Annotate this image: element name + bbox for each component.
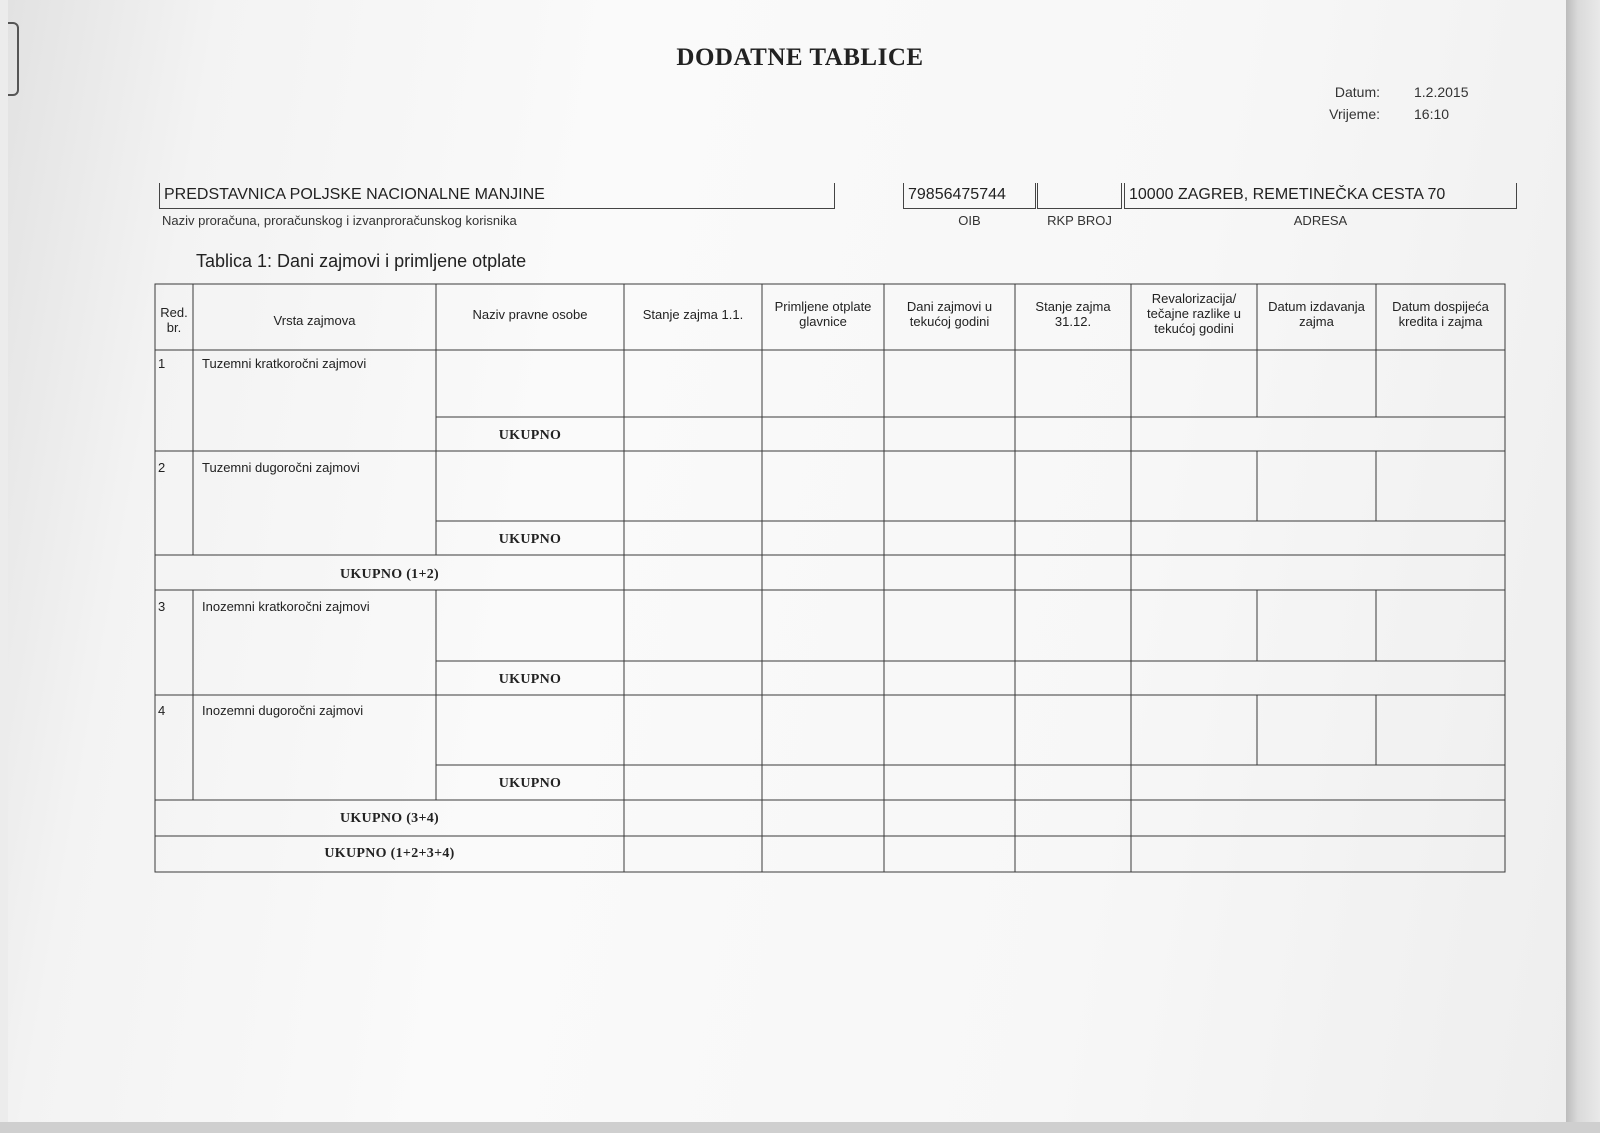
header-datum-dospijeca <box>1376 294 1505 334</box>
header-primljene-otplate <box>762 294 884 334</box>
total-1-2: UKUPNO (1+2) <box>339 567 440 582</box>
entity-name-field: PREDSTAVNICA POLJSKE NACIONALNE MANJINE <box>159 183 835 209</box>
rkp-label: RKP BROJ <box>1047 213 1112 228</box>
header-stanje-11: Stanje zajma 1.1. <box>642 306 744 322</box>
header-reval-line1: Revalorizacija/ <box>1151 290 1237 306</box>
address-label: ADRESA <box>1293 213 1348 228</box>
header-dani-line2: tekućoj godini <box>909 314 990 329</box>
header-stanje-3112 <box>1015 294 1131 334</box>
header-dospijece-line1: Datum dospijeća <box>1392 299 1489 314</box>
row-2-subtotal: UKUPNO <box>498 532 562 547</box>
row-4-label: Inozemni dugoročni zajmovi <box>202 703 364 718</box>
header-dani-line1: Dani zajmovi u <box>906 299 993 314</box>
address-field: 10000 ZAGREB, REMETINEČKA CESTA 70 <box>1124 183 1517 209</box>
header-izdavanje-line1: Datum izdavanja <box>1268 299 1365 314</box>
oib-label: OIB <box>958 213 981 228</box>
header-vrsta-zajmova: Vrsta zajmova <box>273 312 356 328</box>
document-title: DODATNE TABLICE <box>676 44 924 71</box>
vrijeme-value: 16:10 <box>1414 106 1450 122</box>
header-otplate-line2: glavnice <box>799 314 847 329</box>
total-grand: UKUPNO (1+2+3+4) <box>324 846 455 861</box>
row-1-number: 1 <box>158 356 166 371</box>
header-otplate-line1: Primljene otplate <box>774 299 872 314</box>
header-red-br-line2: br. <box>166 320 182 335</box>
entity-name-label: Naziv proračuna, proračunskog i izvanproračunskog korisnika <box>162 213 517 228</box>
row-2-number: 2 <box>158 460 166 475</box>
header-red-br <box>155 300 193 340</box>
header-reval-line2: tečajne razlike u <box>1147 305 1241 321</box>
row-3-label: Inozemni kratkoročni zajmovi <box>202 599 370 614</box>
table-caption: Tablica 1: Dani zajmovi i primljene otplate <box>196 251 527 271</box>
header-naziv-pravne-osobe: Naziv pravne osobe <box>472 306 588 322</box>
row-4-number: 4 <box>158 703 166 718</box>
header-revalorizacija <box>1131 286 1257 340</box>
datum-label: Datum: <box>1334 84 1380 100</box>
row-2-label: Tuzemni dugoročni zajmovi <box>202 460 360 475</box>
row-4-subtotal: UKUPNO <box>498 776 562 791</box>
header-datum-izdavanja <box>1257 294 1376 334</box>
row-3-subtotal: UKUPNO <box>498 672 562 687</box>
header-reval-line3: tekućoj godini <box>1154 320 1234 336</box>
row-3-number: 3 <box>158 599 166 614</box>
row-1-subtotal: UKUPNO <box>498 428 562 443</box>
header-izdavanje-line2: zajma <box>1299 314 1334 329</box>
row-1-label: Tuzemni kratkoročni zajmovi <box>202 356 367 371</box>
header-stanje-3112-line1: Stanje zajma <box>1035 299 1111 314</box>
header-stanje-3112-line2: 31.12. <box>1054 314 1092 329</box>
header-dani-zajmovi <box>884 294 1015 334</box>
header-red-br-line1: Red. <box>160 305 188 320</box>
header-dospijece-line2: kredita i zajma <box>1398 314 1483 329</box>
oib-field: 79856475744 <box>903 183 1036 209</box>
vrijeme-label: Vrijeme: <box>1329 106 1380 122</box>
total-3-4: UKUPNO (3+4) <box>339 811 440 826</box>
datum-value: 1.2.2015 <box>1414 84 1469 100</box>
